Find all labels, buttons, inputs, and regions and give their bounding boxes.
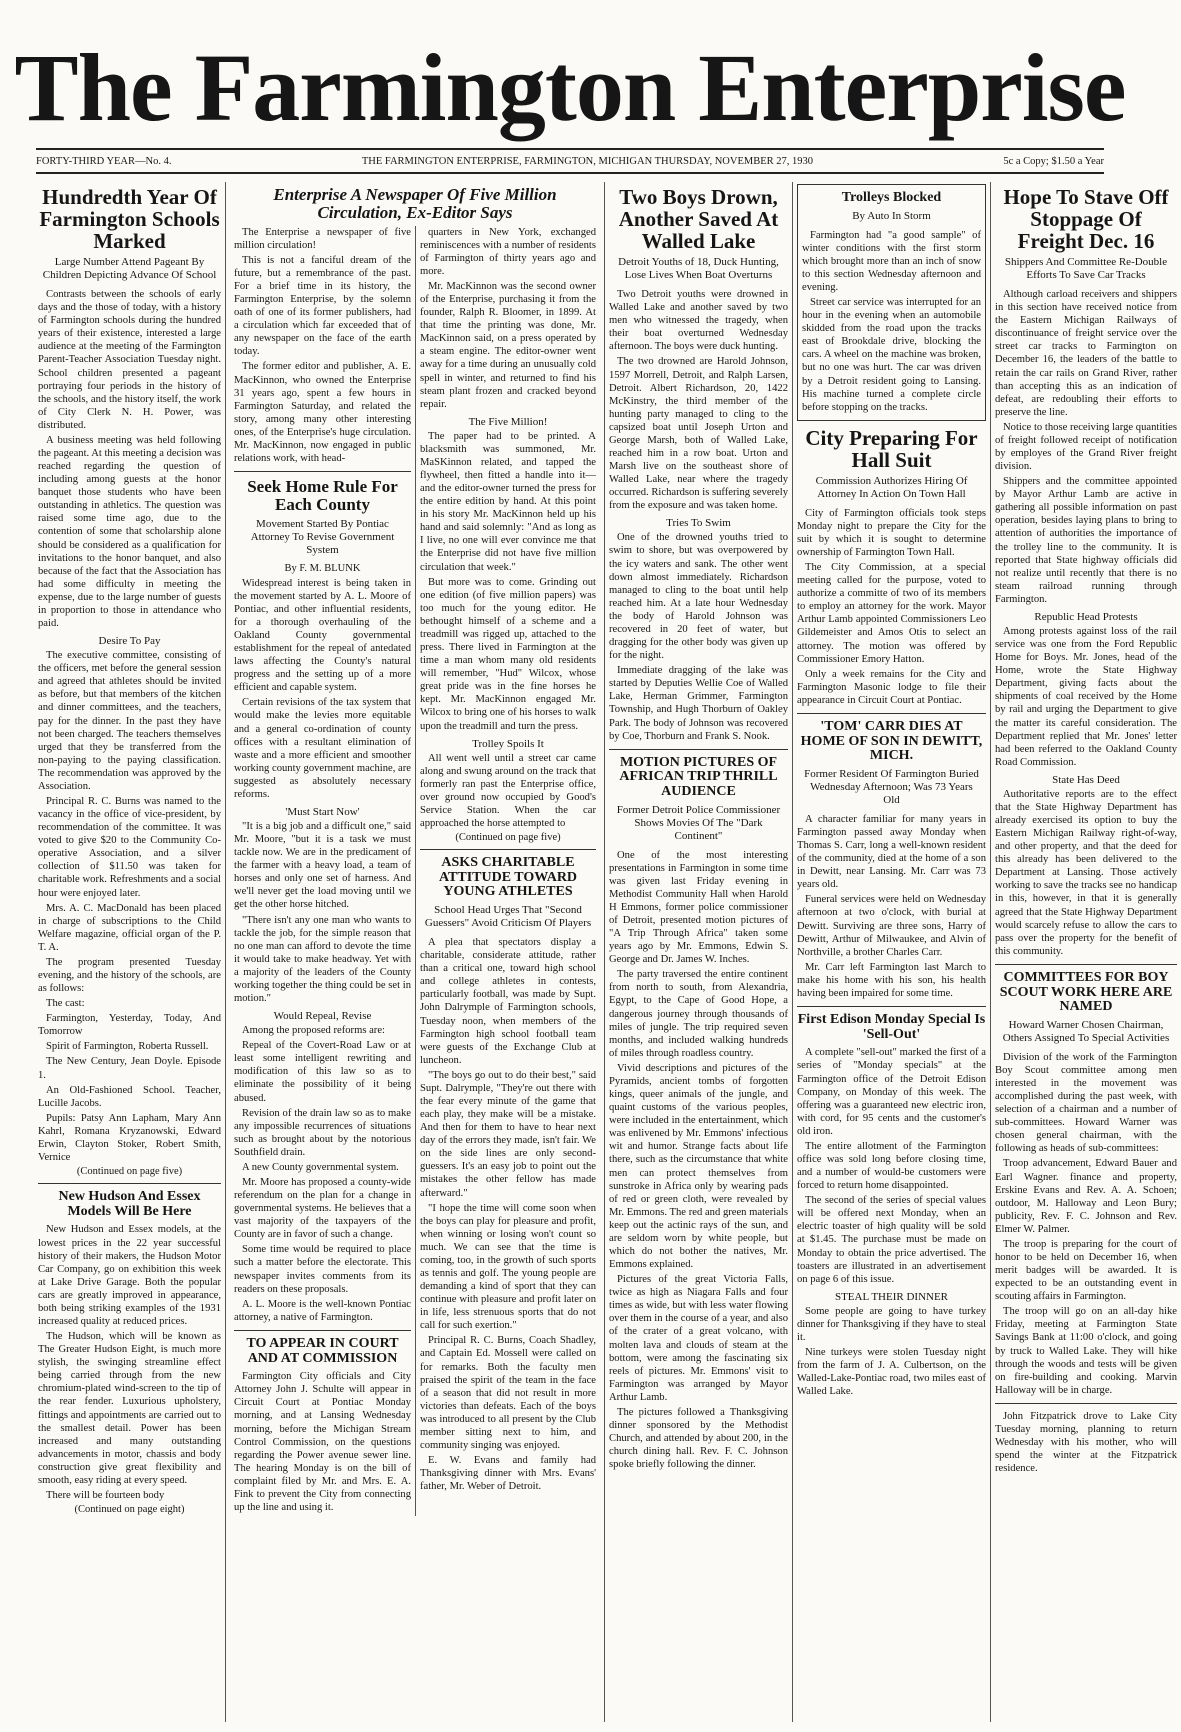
continued-note: (Continued on page eight) bbox=[74, 1504, 185, 1516]
paragraph: "It is a big job and a difficult one," said Mr. Moore, "but it is a task we must tackle now. We are in the predicament of the farmer with a heavy load, a team of horses and only one set of harness. And we'll never get the load moving until we get the other horse hitched. bbox=[234, 821, 411, 911]
paragraph: The City Commission, at a special meeting called for the purpose, voted to authorize a committe of two of its members to employ an attorney for the work. Mayor Arthur Lamb appointed Commissioners Leo Gildemeister and Amos Otis to select an attorney. The motion was offered by Commissioner Emory Hatton. bbox=[797, 562, 986, 665]
paragraph: Street car service was interrupted for an hour in the evening when an automobile skidded from the road upon the tracks east of Brookdale drive, blocking the cars. A wheel on the machine was broken, but no one was hurt. The car was driven by a Detroit resident going to Lansing. His machine turned a complete circle before stopping on the tracks. bbox=[802, 297, 981, 413]
deck: Large Number Attend Pageant By Children Depicting Advance Of School bbox=[42, 256, 217, 282]
deck: Former Detroit Police Commissioner Shows Movies Of The "Dark Continent" bbox=[616, 803, 781, 842]
paragraph: Repeal of the Covert-Road Law or at least some intelligent rewriting and modification of this law so as to eliminate the possibility of it being abused. bbox=[234, 1040, 411, 1104]
paragraph: Farmington, Yesterday, Today, And Tomorrow bbox=[38, 1013, 221, 1038]
publication-date: THE FARMINGTON ENTERPRISE, FARMINGTON, MICHIGAN THURSDAY, NOVEMBER 27, 1930 bbox=[361, 155, 813, 167]
article-carr-dies bbox=[797, 720, 986, 1000]
masthead bbox=[0, 28, 1140, 148]
paragraph: City of Farmington officials took steps Monday night to prepare the City for the suit by which it is sought to determine ownership of Farmington Town Hall. bbox=[797, 507, 986, 559]
paragraph: E. W. Evans and family had Thanksgiving dinner with Mrs. Evans' father, Mr. Weber of Detroit. bbox=[420, 1455, 596, 1493]
right-subcolumn bbox=[415, 226, 600, 1516]
volume-number: FORTY-THIRD YEAR—No. 4. bbox=[36, 155, 172, 167]
paragraph: "I hope the time will come soon when the boys can play for pleasure and profit, when winning or losing won't count so much. We can see that the time is coming, too, in the growth of such sports as tennis and golf. The young people are demanding a kind of sport that they can continue with pleasure and profit later on in life, less strenuous sports that do not call for such exertion." bbox=[420, 1202, 596, 1332]
paragraph: "The boys go out to do their best," said Supt. Dalrymple, "They're out there with the fear every minute of the game that each play, they make will be a mistake. And then for them to have to hear next day of the errors they made, isn't fair. We on the side lines are only second-guessers. It's an easy job to point out the mistakes the other fellow has made afterward." bbox=[420, 1069, 596, 1199]
paragraph: The Enterprise a newspaper of five million circulation! bbox=[234, 226, 411, 251]
paragraph: Farmington City officials and City Attorney John J. Schulte will appear in Circuit Court at Pontiac Monday morning, and at Lansing Wednesday morning, before the Michigan Stream Control Commission, on the questions regarding the Power avenue sewer line. The hearing Monday is on the bill of complaint filed by Mr. and Mrs. E. A. Fink to prevent the City from connecting up the line and using it. bbox=[234, 1371, 411, 1513]
paragraph: The executive committee, consisting of the officers, met before the general session and agreed that athletes should be invited as before, but that members of the kitchen and dinner committees, and the teachers, pay for the dinner. In the past they have not been charged. The teachers themselves urged that they be transferred from the non-paying to the paying classification. The recommendation was approved by the Association. bbox=[38, 650, 221, 792]
paragraph: Mr. MacKinnon was the second owner of the Enterprise, purchasing it from the founder, Ralph R. Bloomer, in 1899. At that time the printing was done, Mr. MacKinnon said, on a press operated by a steam engine. The editor-owner went away for a time during an unusually cold spell in winter, and returned to find his steam plant frozen and cracked beyond repair. bbox=[420, 281, 596, 410]
paragraph: Contrasts between the schools of early days and the those of today, with a history of Farmington schools during the hundred years of their existence, interested a large audience at the meeting of the Farmington Parent-Teacher Association Tuesday night. School children presented a pageant portraying four periods in the history of the schools, and the history itself, the work of City Clerk N. H. Power, was distributed. bbox=[38, 289, 221, 431]
article-freight-stoppage bbox=[995, 186, 1177, 958]
paragraph: Certain revisions of the tax system that would make the levies more equitable and a general co-ordination of county offices with a resultant elimination of waste and a more efficient and smoother working county government machine, are suggested as absolutely necessary reforms. bbox=[234, 697, 411, 800]
left-subcolumn bbox=[230, 226, 415, 1516]
subhead: Tries To Swim bbox=[666, 517, 731, 530]
paragraph: Among the proposed reforms are: bbox=[242, 1025, 385, 1037]
continued-note: (Continued on page five) bbox=[76, 1166, 183, 1178]
paragraph: A complete "sell-out" marked the first of a series of "Monday specials" at the Farmington office of the Detroit Edison Company, on Monday of this week. The offering was a guaranteed new electric iron, with cord, for 95 cents and the customer's old iron. bbox=[797, 1047, 986, 1137]
headline: COMMITTEES FOR BOY SCOUT WORK HERE ARE NAMED bbox=[999, 969, 1173, 1015]
deck: By Auto In Storm bbox=[852, 209, 931, 222]
divider bbox=[797, 713, 986, 714]
deck: Detroit Youths of 18, Duck Hunting, Lose Lives When Boat Overturns bbox=[618, 256, 779, 282]
divider bbox=[234, 1330, 411, 1331]
paragraph: The troop is preparing for the court of honor to be held on December 16, when merit badges will be awarded. It is expected to be an outstanding event in scouting affairs in Farmington. bbox=[995, 1238, 1177, 1303]
paragraph: An Old-Fashioned School. Teacher, Lucille Jacobs. bbox=[38, 1084, 221, 1109]
article-trolleys-blocked-box bbox=[797, 184, 986, 421]
paragraph: Revision of the drain law so as to make any impossible recurrences of situations such as brought about by the notorious Southfield drain. bbox=[234, 1107, 411, 1158]
paragraph: Mr. Moore has proposed a county-wide referendum on the plan for a change in governmental systems. He believes that a vast majority of the taxpayers of the County are in favor of such a change. bbox=[234, 1176, 411, 1241]
paragraph: Principal R. C. Burns, Coach Shadley, and Captain Ed. Mossell were called on for remarks. Both the faculty men praised the spirit of the team in the face of a season that did not result in more victories than defeats. Each of the boys was introduced to all present by the Club member sitting next to him, and community singing was enjoyed. bbox=[420, 1335, 596, 1452]
divider bbox=[38, 1183, 221, 1184]
paragraph: But more was to come. Grinding out one edition (of five million papers) was too much for the young editor. He bethought himself of a scheme and a treadmill was rigged up, attached to the press. There lived in Farmington at the time a man whom many old residents will remember, "Hud" Wilcox, whose great pride was in the fine horses he kept. Mr. MacKinnon engaged Mr. Wilcox to bring one of his horses to walk upon the treadmill and turn the press. bbox=[420, 576, 596, 732]
paragraph: Widespread interest is being taken in the movement started by A. L. Moore of Pontiac, and other influential residents, for a thorough overhauling of the Oakland County governmental establishment for the repeal of antedated laws affecting the County's natural progress and the setting up of a more efficient and capable system. bbox=[234, 577, 411, 694]
paragraph: The paper had to be printed. A blacksmith was summoned, Mr. MaSKinnon related, and tapped the flywheel, then fitted a handle into it—and the editor-owner turned the press for the entire edition by hand. At this point in his story Mr. MacKinnon held up his hand and said solemnly: "And as long as I live, no one will ever convince me that the Enterprise did not have five million circulation that week." bbox=[420, 430, 596, 573]
paragraph: Vivid descriptions and pictures of the Pyramids, ancient tombs of forgotten kings, queer animals of the jungle, and quaint customs of the various peoples, were included in the entertainment, which was enlivened by Mr. Emmons' infectious wit and humor. Strange facts about life there, such as the circumstance that white men can protect themselves from sunstroke in Africa only by wearing pads of red or green cloth, were revealed by Mr. Emmons. The red and green materials keep out the actinic rays of the sun, and are seldom worn by white people, but which do not bother the natives, Mr. Emmons explained. bbox=[609, 1062, 788, 1271]
article-boy-scout bbox=[995, 971, 1177, 1475]
paragraph: Notice to those receiving large quantities of freight followed receipt of notification by employes of the Grand River freight division. bbox=[995, 421, 1177, 473]
headline: Enterprise A Newspaper Of Five Million Circulation, Ex-Editor Says bbox=[273, 185, 557, 222]
article-boys-drown bbox=[609, 186, 788, 743]
paragraph: Mr. Carr left Farmington last March to make his home with his son, his health having been impaired for some time. bbox=[797, 961, 986, 999]
paragraph: quarters in New York, exchanged reminiscences with a number of residents of Farmington of thirty years ago and more. bbox=[420, 226, 596, 277]
divider bbox=[234, 471, 411, 472]
paragraph: Pupils: Patsy Ann Lapham, Mary Ann Kahrl, Romana Kryzanowski, Edward Erwin, Clayton Stoker, Robert Smith, Vernice bbox=[38, 1112, 221, 1163]
byline: By F. M. BLUNK bbox=[284, 562, 361, 574]
headline: TO APPEAR IN COURT AND AT COMMISSION bbox=[246, 1335, 399, 1366]
subhead: 'Must Start Now' bbox=[285, 806, 360, 819]
headline: First Edison Monday Special Is 'Sell-Out' bbox=[797, 1012, 986, 1042]
headline: Hundredth Year Of Farmington Schools Marked bbox=[39, 185, 220, 254]
paragraph: Some time would be required to place such a matter before the electorate. This newspaper invites comments from its readers on these proposals. bbox=[234, 1244, 411, 1295]
paragraph: The party traversed the entire continent from north to south, from Alexandria, Egypt, to the Cape of Good Hope, a dangerous journey through thousands of miles of jungle. The trip required seven months, and included walking hundreds of miles through roadless country. bbox=[609, 969, 788, 1059]
paragraph: One of the most interesting presentations in Farmington in some time was given last Friday evening in Methodist Community Hall when Harold H Emmons, former police commissioner of Detroit, presented motion pictures of "A Trip Through Africa" taken some years ago by Mr. Emmons, Edwin S. George and Dr. James W. Inches. bbox=[609, 849, 788, 966]
paragraph: The former editor and publisher, A. E. MacKinnon, who owned the Enterprise 31 years ago, spent a few hours in Farmington Saturday, and related the story, among many other interesting ones, of the Enterprise's huge circulation. Mr. MacKinnon, now engaged in public relations work, with head- bbox=[234, 361, 411, 465]
subhead: Would Repeal, Revise bbox=[273, 1010, 372, 1023]
divider bbox=[420, 849, 596, 850]
deck: School Head Urges That "Second Guessers" Avoid Criticism Of Players bbox=[424, 904, 592, 930]
article-edison-special bbox=[797, 1013, 986, 1398]
deck: Movement Started By Pontiac Attorney To Revise Government System bbox=[250, 517, 395, 556]
paragraph: The New Century, Jean Doyle. Episode 1. bbox=[38, 1056, 221, 1081]
headline: City Preparing For Hall Suit bbox=[805, 425, 978, 472]
paragraph: Mrs. A. C. MacDonald has been placed in charge of subscriptions to the Child Welfare magazine, official organ of the P. T. A. bbox=[38, 902, 221, 953]
paragraph: Pictures of the great Victoria Falls, twice as high as Niagara Falls and four times as wide, but with less water flowing over them in the course of a year, and also of the crater of a great volcano, with molten lava and clouds of steam at the bottom, were among the fascinating six reels of pictures. Mr. Emmons' visit to Farmington was arranged by Mayor Arthur Lamb. bbox=[609, 1274, 789, 1403]
deck: Former Resident Of Farmington Buried Wednesday Afternoon; Was 73 Years Old bbox=[804, 768, 979, 806]
divider bbox=[995, 1403, 1177, 1404]
paragraph: Principal R. C. Burns was named to the vacancy in the office of vice-president, by recommendation of the committee. It was voted to give $20 to the Community Co-operative Association, and a silver collection of $11.50 was taken for charitable work. Refreshments and a social hour were enjoyed later. bbox=[38, 795, 221, 899]
column-2-3 bbox=[225, 182, 604, 1722]
paragraph: Among protests against loss of the rail service was one from the Ford Republic Home for Boys. Mr. Jones, head of the Home, wrote the State Highway Department, giving facts about the shipments of coal received by the Home by rail and urging the Department to give the matter its careful consideration. The Department replied that Mr. Jones' letter had been referred to the Oakland County Road Commission. bbox=[995, 625, 1177, 768]
paragraph: The second of the series of special values will be offered next Monday, when an electric toaster of high quality will be sold at $1.45. The purchase must be made on Monday to obtain the price advertised. The toasters are illustrated in an advertisement on page 6 of this issue. bbox=[797, 1195, 986, 1285]
headline: MOTION PICTURES OF AFRICAN TRIP THRILL AUDIENCE bbox=[619, 754, 778, 800]
subhead: Trolley Spoils It bbox=[472, 737, 544, 750]
headline: 'TOM' CARR DIES AT HOME OF SON IN DEWITT, MICH. bbox=[800, 718, 983, 764]
paragraph: Nine turkeys were stolen Tuesday night from the farm of J. A. Culbertson, on the Walled-Lake-Pontiac road, two miles east of Walled Lake. bbox=[797, 1347, 986, 1398]
paragraph: The entire allotment of the Farmington office was sold long before closing time, and a number of would-be customers were forced to return home disappointed. bbox=[797, 1140, 986, 1192]
article-hall-suit bbox=[797, 427, 986, 707]
paragraph: Division of the work of the Farmington Boy Scout committee among men interested in the movement was accomplished during the past week, with selection of a chairman and a number of sub-committees. Howard Warner was chosen general chairman, with the following as heads of sub-committees: bbox=[995, 1051, 1177, 1155]
paragraph: The program presented Tuesday evening, and the history of the schools, are as follows: bbox=[38, 956, 221, 995]
paragraph: John Fitzpatrick drove to Lake City Tuesday morning, planning to return Wednesday with his mother, who will spend the winter at the Fitzpatrick residence. bbox=[995, 1410, 1177, 1475]
paragraph: The two drowned are Harold Johnson, 1597 Morrell, Detroit, and Ralph Larsen, Detroit. Albert Richardson, 20, 1422 McKinstry, the third member of the hunting party managed to cling to the capsized boat until Joseph Urton and George Marsh, both of Walled Lake, reached him in a row boat. Urton and Marsh live on the southeast shore of Walled Lake, near where the tragedy occurred. Richardson is suffering severely from the exposure and was taken home. bbox=[609, 356, 788, 512]
column-1 bbox=[34, 182, 225, 1722]
paragraph: A character familiar for many years in Farmington passed away Monday when Thomas S. Carr, long a well-known resident of the community, died at the home of a son in Dewitt, near Lansing. Mr. Carr was 73 years old. bbox=[797, 813, 986, 891]
paragraph: Spirit of Farmington, Roberta Russell. bbox=[46, 1041, 209, 1053]
paragraph: The cast: bbox=[46, 998, 85, 1010]
column-5 bbox=[792, 182, 990, 1722]
headline: New Hudson And Essex Models Will Be Here bbox=[58, 1189, 201, 1219]
column-6 bbox=[990, 182, 1181, 1722]
column-4 bbox=[604, 182, 792, 1722]
article-hudson-essex bbox=[38, 1190, 221, 1515]
paragraph: Shippers and the committee appointed by Mayor Arthur Lamb are active in gathering all possible information on past operation, besides laying plans to bring to attention of authorities the importance of the trolley line to the community. It is reported that State highway officials did not realize until recently that there is no steam railroad running through Farmington. bbox=[995, 476, 1177, 605]
paragraph: Authoritative reports are to the effect that the State Highway Department has already exercised its option to buy the Eastern Michigan Railway right-of-way, and other property, and that the deed for this already has been delivered to the Department at Lansing. Those actively working to save the tracks see no handicap in this, however, in that it is generally agreed that the State Highway Department would scarcely refuse to allow the cars to pass over the property for the benefit of this community. bbox=[995, 788, 1177, 957]
paragraph: A plea that spectators display a charitable, considerate attitude, rather than a critical one, toward high school and college athletes in contests, particularly football, was made by Supt. John Dalrymple of Farmington schools, Tuesday noon, when members of the Farmington high school football team were guests of the Exchange Club at luncheon. bbox=[420, 937, 596, 1066]
subhead: Republic Head Protests bbox=[1034, 610, 1138, 623]
subhead: State Has Deed bbox=[1052, 773, 1120, 786]
paragraph: One of the drowned youths tried to swim to shore, but was overpowered by the icy waters and sank. The other went down almost immediately. Richardson managed to cling to the boat until help reached him. At a late hour Wednesday the body of Harold Johnson was recovered in 20 feet of water, but dragging for the other body was given up for the night. bbox=[609, 532, 788, 662]
divider bbox=[995, 964, 1177, 965]
paragraph: The troop will go on an all-day hike Friday, meeting at Farmington State Savings Bank at 11:00 o'clock, and going by truck to Walled Lake. They will hike through the woods and tests will be given on fire-building and cooking. Marvin Halloway will be in charge. bbox=[995, 1306, 1177, 1396]
paragraph: There will be fourteen body bbox=[46, 1490, 165, 1502]
two-column-body bbox=[230, 226, 600, 1516]
article-hundredth-year bbox=[38, 186, 221, 1177]
deck: Shippers And Committee Re-Double Efforts To Save Car Tracks bbox=[1004, 256, 1168, 282]
headline: Trolleys Blocked bbox=[841, 190, 942, 205]
paragraph: Funeral services were held on Wednesday afternoon at two o'clock, with burial at Dewitt. Surviving are three sons, Harry of Dewitt, Arthur of Milwaukee, and Alvin of Northville, a brother Charles Carr. bbox=[797, 894, 986, 958]
subhead: The Five Million! bbox=[468, 415, 548, 428]
article-five-million bbox=[230, 186, 600, 1516]
deck: Commission Authorizes Hiring Of Attorney In Action On Town Hall bbox=[815, 474, 968, 500]
subhead: STEAL THEIR DINNER bbox=[834, 1290, 949, 1303]
paragraph: A new County governmental system. bbox=[242, 1161, 399, 1173]
paragraph: Although carload receivers and shippers in this section have received notice from the Eastern Michigan Railways of discontinuance of freight service over the street car tracks to Farmington on December 16, the leaders of the battle to retain the car rails on Grand River, rather than accepting this as an indication of defeat, are redoubling their efforts to preserve the line. bbox=[995, 289, 1177, 418]
headline: ASKS CHARITABLE ATTITUDE TOWARD YOUNG ATHLETES bbox=[438, 855, 578, 900]
newspaper-title: The Farmington Enterprise bbox=[14, 34, 1126, 141]
divider bbox=[609, 749, 788, 750]
paragraph: Two Detroit youths were drowned in Walled Lake and another saved by two men who witnessed the tragedy, when their boat overturned Wednesday afternoon. The boys were duck hunting. bbox=[609, 289, 788, 353]
paragraph: New Hudson and Essex models, at the lowest prices in the 22 year successful history of their makers, the Hudson Motor Car Company, go on exhibition this week at Lake Drive Garage. Both the popular cars are greatly improved in appearance, both being striking examples of the 1931 increased quality at reduced prices. bbox=[38, 1224, 221, 1327]
headline: Seek Home Rule For Each County bbox=[247, 477, 398, 514]
divider bbox=[797, 1006, 986, 1007]
paragraph: All went well until a street car came along and swung around on the track that formerly ran past the Enterprise office, over ground now occupied by Good's Service Station. When the car approached the horse attempted to bbox=[420, 752, 596, 829]
article-motion-pictures bbox=[609, 756, 788, 1472]
paragraph: This is not a fanciful dream of the future, but a remembrance of the past. For a brief time in its history, the Farmington Enterprise, by the solemn oath of one of its former publishers, had a circulation which far exceeded that of any newspaper on the face of the earth today. bbox=[234, 254, 411, 358]
paragraph: Immediate dragging of the lake was started by Deputies Wellie Coe of Walled Lake, Herman Grimmer, Farmington Township, and Hugh Thorburn of Oakley Park. The body of Johnson was recovered by Coe, Thorburn and Frank S. Nook. bbox=[609, 665, 788, 742]
subhead: Desire To Pay bbox=[98, 635, 161, 648]
continued-note: (Continued on page five) bbox=[455, 832, 561, 844]
paragraph: The Hudson, which will be known as The Greater Hudson Eight, is much more stylish, the swinging streamline effect being carried through from the new chromium-plated wind-screen to the tip of the rear fender. Luxurious upholstery, fittings and appointments are carried out to the smallest detail. Power has been increased and many outstanding advancements in motor, chassis and body construction give great flexibility and smooth, easy riding at every speed. bbox=[38, 1331, 221, 1486]
paragraph: Some people are going to have turkey dinner for Thanksgiving if they have to steal it. bbox=[797, 1305, 986, 1343]
article-columns bbox=[34, 182, 1177, 1722]
paragraph: Only a week remains for the City and Farmington Masonic lodge to file their appearance in Circuit Court at Pontiac. bbox=[797, 668, 986, 706]
paragraph: The pictures followed a Thanksgiving dinner sponsored by the Methodist Church, and attended by about 200, in the church dining hall. Rev. F. C. Johnson spoke briefly following the dinner. bbox=[609, 1406, 788, 1471]
paragraph: A. L. Moore is the well-known Pontiac attorney, a native of Farmington. bbox=[234, 1298, 411, 1323]
paragraph: Troop advancement, Edward Bauer and Earl Wagner. finance and property, Erskine Evans and Rev. A. A. Schoen; outdoor, M. Halloway and Leon Bury; publicity, Rev. F. C. Johnson and Rev. Elmer W. Palmer. bbox=[995, 1158, 1177, 1235]
paragraph: A business meeting was held following the pageant. At this meeting a decision was reached regarding the question of including among guests at the honor banquet those students who have been outstanding in athletics. The question was raised some time ago, due to the contention of some that scholarship alone should be considered as a qualification for invitations to the honor banquet, and also because of the fact that the Association has had some difficulty in meeting the expense, due to the large number of guests in proportion to those in attendance who paid. bbox=[38, 434, 221, 630]
headline: Two Boys Drown, Another Saved At Walled Lake bbox=[618, 185, 779, 254]
deck: Howard Warner Chosen Chairman, Others Assigned To Special Activities bbox=[1002, 1018, 1170, 1044]
paragraph: "There isn't any one man who wants to tackle the job, for the simple reason that no one man can afford to devote the time it would take to make headway. Yet with a majority of the leaders of the County working together the thing could be set in motion." bbox=[234, 914, 411, 1005]
headline: Hope To Stave Off Stoppage Of Freight Dec. 16 bbox=[1003, 185, 1169, 254]
paragraph: Farmington had "a good sample" of winter conditions with the first storm which brought more than an inch of snow to this section Wednesday afternoon and evening. bbox=[802, 229, 981, 293]
dateline-bar bbox=[36, 148, 1104, 174]
price-info: 5c a Copy; $1.50 a Year bbox=[1003, 155, 1104, 167]
